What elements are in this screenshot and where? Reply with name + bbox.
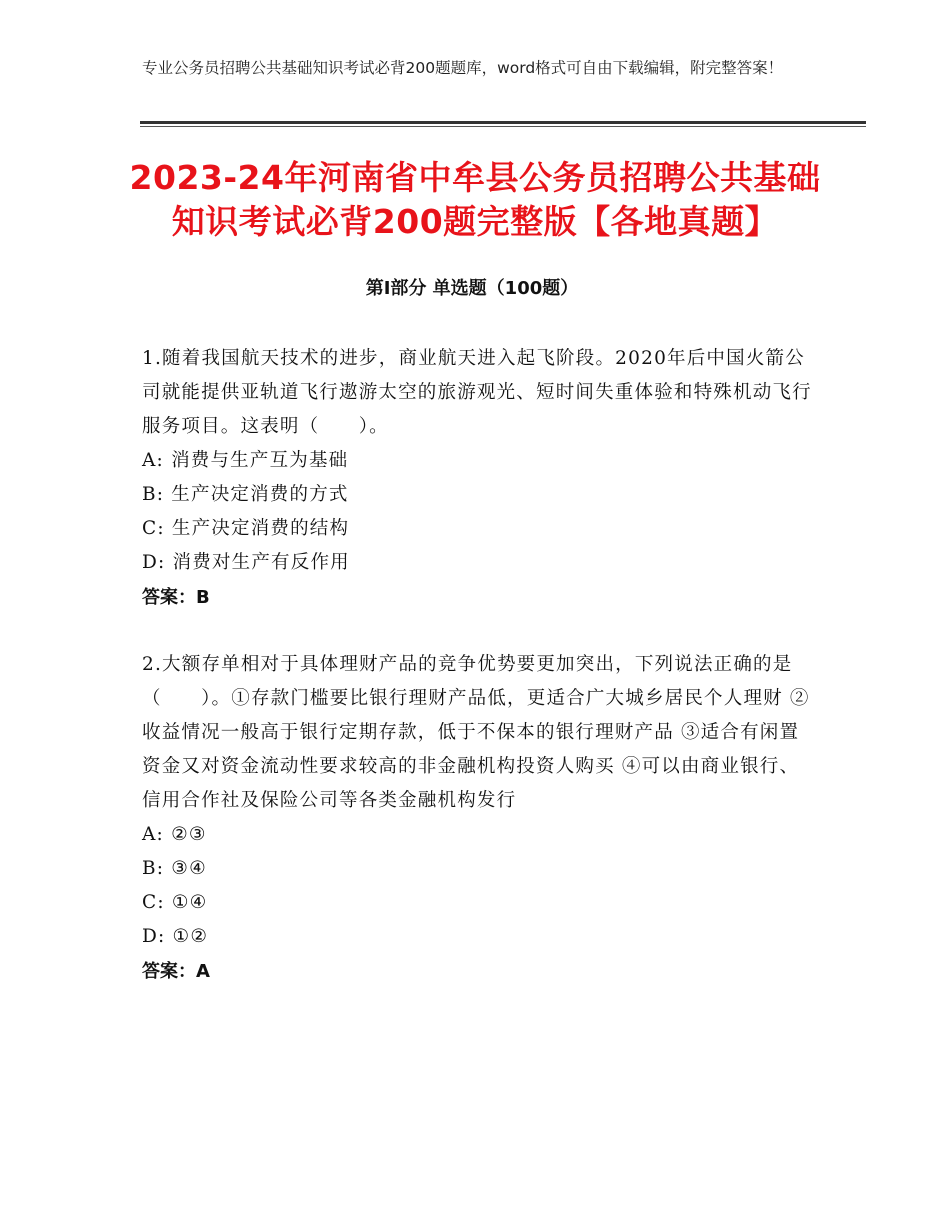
option-b: B: ③④ xyxy=(142,858,207,879)
option-c: C: ①④ xyxy=(142,892,208,913)
header-divider xyxy=(140,121,866,124)
header-divider-thin xyxy=(140,126,866,127)
question-stem: 1.随着我国航天技术的进步，商业航天进入起飞阶段。2020年后中国火箭公司就能提供亚轨道飞行遨游太空的旅游观光、短时间失重体验和特殊机动飞行服务项目。这表明（ ）。 xyxy=(142,348,812,437)
option-d: D: 消费对生产有反作用 xyxy=(142,552,350,573)
question-2 xyxy=(142,648,812,990)
option-b: B: 生产决定消费的方式 xyxy=(142,484,349,505)
option-a: A: 消费与生产互为基础 xyxy=(142,450,349,471)
option-d: D: ①② xyxy=(142,926,209,947)
section-heading: 第I部分 单选题（100题） xyxy=(365,278,579,299)
answer: 答案：A xyxy=(142,961,210,982)
answer: 答案：B xyxy=(142,587,210,608)
question-1 xyxy=(142,342,812,616)
document-title: 2023-24年河南省中牟县公务员招聘公共基础知识考试必背200题完整版【各地真题】 xyxy=(129,158,821,241)
header-note: 专业公务员招聘公共基础知识考试必背200题题库，word格式可自由下载编辑，附完整答案！ xyxy=(142,59,784,77)
question-stem: 2.大额存单相对于具体理财产品的竞争优势要更加突出，下列说法正确的是（ ）。①存款门槛要比银行理财产品低，更适合广大城乡居民个人理财 ②收益情况一般高于银行定期存款，低于不保本的银行理财产品 ③适合有闲置资金又对资金流动性要求较高的非金融机构投资人购买 ④可以由商业银行、信用合作社及保险公司等各类金融机构发行 xyxy=(142,654,810,811)
option-a: A: ②③ xyxy=(142,824,207,845)
option-c: C: 生产决定消费的结构 xyxy=(142,518,350,539)
